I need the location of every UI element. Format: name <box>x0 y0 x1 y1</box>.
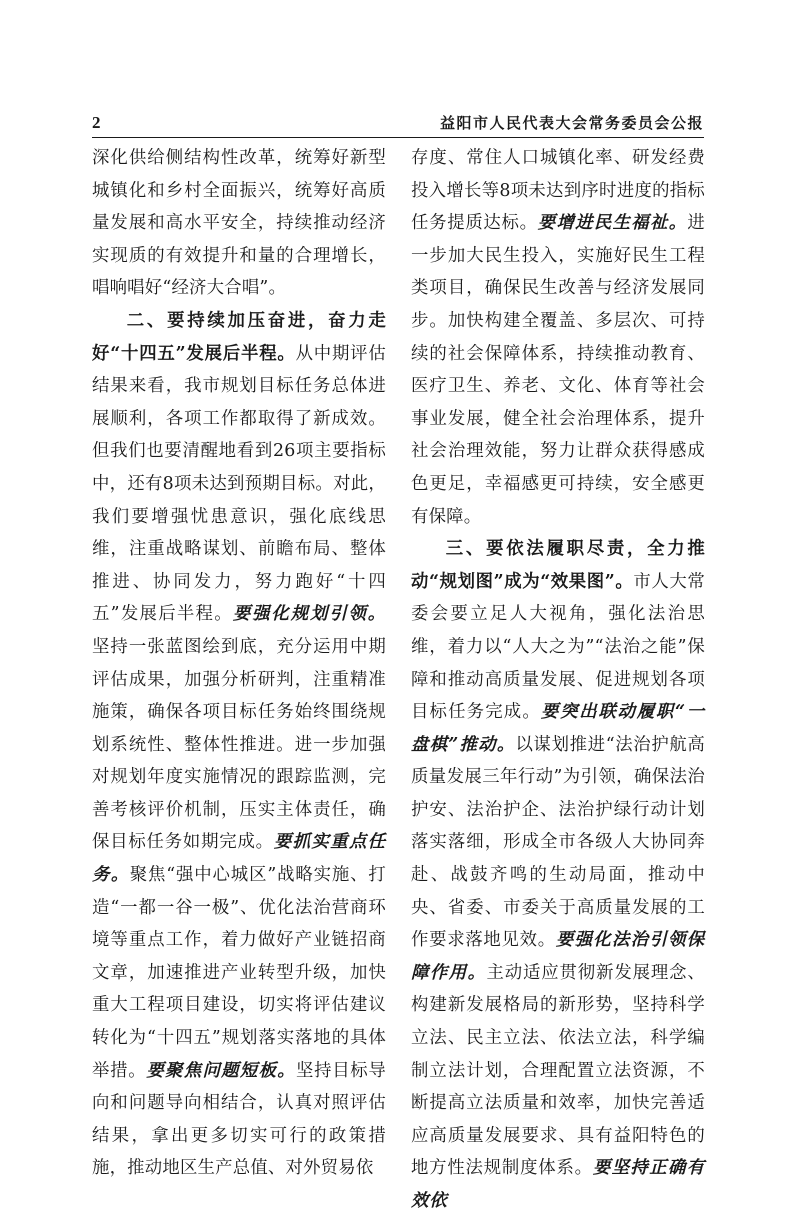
paragraph-text: 进一步加大民生投入，实施好民生工程类项目，确保民生改善与经济发展同步。加快构建全覆盖、多层次、可持续的社会保障体系，持续推动教育、医疗卫生、养老、文化、体育等社会事业发展，健全社会治理体系，提升社会治理效能，努力让群众获得感成色更足，幸福感更可持续，安全感更有保障。 <box>411 213 705 527</box>
paragraph-text: 坚持目标导向和问题导向相结合，认真对照评估结果，拿出更多切实可行的政策措施，推动地区生产总值、对外贸易依 <box>92 1060 386 1179</box>
emphasis-joint-duty: 要突出联动履职“一盘棋”推动。 <box>411 702 705 755</box>
right-paragraph-continuation <box>411 142 705 533</box>
paragraph-text: 主动适应贯彻新发展理念、构建新发展格局的新形势，坚持科学立法、民主立法、依法立法，科学编制立法计划，合理配置立法资源，不断提高立法质量和效率，加快完善适应高质量发展要求、具有益阳特色的地方性法规制度体系。 <box>411 962 705 1179</box>
right-column <box>411 142 705 1218</box>
paragraph-text: 存度、常住人口城镇化率、研发经费投入增长等8项未达到序时进度的指标任务提质达标。 <box>411 148 705 234</box>
paragraph-text: 深化供给侧结构性改革，统筹好新型城镇化和乡村全面振兴，统筹好高质量发展和高水平安全，持续推动经济实现质的有效提升和量的合理增长，唱响唱好“经济大合唱”。 <box>92 148 386 299</box>
section-heading-two: 二、要持续加压奋进，奋力走好“十四五”发展后半程。 <box>92 310 386 364</box>
left-paragraph-continuation <box>92 142 386 305</box>
paragraph-text: 从中期评估结果来看，我市规划目标任务总体进展顺利，各项工作都取得了新成效。但我们也要清醒地看到26项主要指标中，还有8项未达到预期目标。对此，我们要增强忧患意识，强化底线思维，注重战略谋划、前瞻布局、整体推进、协同发力，努力跑好“十四五”发展后半程。 <box>92 343 386 625</box>
emphasis-livelihood: 要增进民生福祉。 <box>537 213 688 234</box>
emphasis-rule-of-law: 要强化法治引领保障作用。 <box>411 930 705 983</box>
emphasis-problem-shortcomings: 要聚焦问题短板。 <box>146 1060 296 1081</box>
journal-title: 益阳市人民代表大会常务委员会公报 <box>439 114 704 132</box>
paragraph-text: 市人大常委会要立足人大视角，强化法治思维，着力以“人大之为”“法治之能”保障和推动高质量发展、促进规划各项目标任务完成。 <box>411 571 705 723</box>
section-heading-three: 三、要依法履职尽责，全力推动“规划图”成为“效果图”。 <box>411 539 705 592</box>
paragraph-text: 坚持一张蓝图绘到底，充分运用中期评估成果，加强分析研判，注重精准施策，确保各项目标任务始终围绕规划系统性、整体性推进。进一步加强对规划年度实施情况的跟踪监测，完善考核评价机制，压实主体责任，确保目标任务如期完成。 <box>92 636 386 853</box>
header-rule <box>92 137 704 138</box>
paragraph-text: 以谋划推进“法治护航高质量发展三年行动”为引领，确保法治护安、法治护企、法治护绿行动计划落实落细，形成全市各级人大协同奔赴、战鼓齐鸣的生动局面，推动中央、省委、市委关于高质量发展的工作要求落地见效。 <box>411 734 706 951</box>
paragraph-text: 聚焦“强中心城区”战略实施、打造“一都一谷一极”、优化法治营商环境等重点工作，着力做好产业链招商文章，加速推进产业转型升级，加快重大工程项目建设，切实将评估建议转化为“十四五”规划落实落地的具体举措。 <box>92 865 386 1081</box>
page-header <box>92 112 704 138</box>
page-number: 2 <box>92 113 101 132</box>
right-paragraph-section-three <box>411 533 705 1217</box>
emphasis-key-tasks: 要抓实重点任务。 <box>92 832 386 886</box>
emphasis-correct-effective: 要坚持正确有效依 <box>411 1158 705 1211</box>
left-column <box>92 142 386 1185</box>
left-paragraph-section-two <box>92 305 386 1185</box>
emphasis-planning-guidance: 要强化规划引领。 <box>232 604 386 625</box>
